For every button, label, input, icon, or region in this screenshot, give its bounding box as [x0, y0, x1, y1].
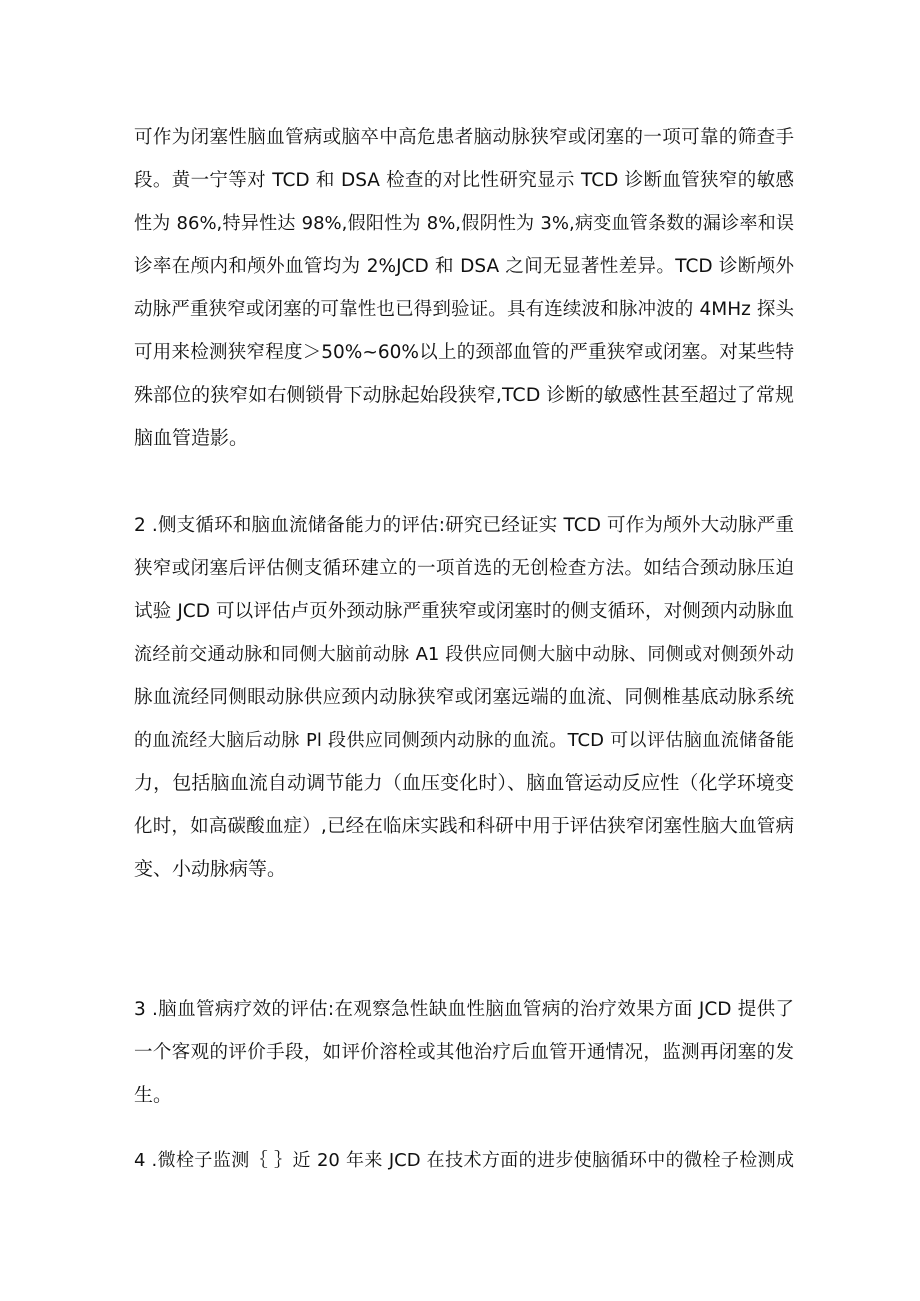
text-line: 4 .微栓子监测｛ ｝近 20 年来 JCD 在技术方面的进步使脑循环中的微栓子检测成: [134, 1150, 794, 1171]
text-line: 化时，如高碳酸血症）,已经在临床实践和科研中用于评估狭窄闭塞性脑大血管病: [134, 816, 794, 837]
text-line: 诊率在颅内和颅外血管均为 2%JCD 和 DSA 之间无显著性差异。TCD 诊断颅外: [134, 256, 794, 277]
text-line: 变、小动脉病等。: [134, 858, 287, 880]
text-line: 流经前交通动脉和同侧大脑前动脉 A1 段供应同侧大脑中动脉、同侧或对侧颈外动: [134, 644, 794, 665]
paragraph-2: [134, 504, 794, 891]
text-line: 狭窄或闭塞后评估侧支循环建立的一项首选的无创检查方法。如结合颈动脉压迫: [134, 558, 794, 579]
text-line: 可用来检测狭窄程度＞50%~60%以上的颈部血管的严重狭窄或闭塞。对某些特: [134, 342, 794, 363]
text-line: 一个客观的评价手段，如评价溶栓或其他治疗后血管开通情况，监测再闭塞的发: [134, 1042, 794, 1063]
text-line: 性为 86%,特异性达 98%,假阳性为 8%,假阴性为 3%,病变血管条数的漏诊率和误: [134, 213, 794, 234]
text-line: 脑血管造影。: [134, 427, 249, 449]
text-line: 试验 JCD 可以评估卢页外颈动脉严重狭窄或闭塞时的侧支循环，对侧颈内动脉血: [134, 601, 794, 622]
text-line: 脉血流经同侧眼动脉供应颈内动脉狭窄或闭塞远端的血流、同侧椎基底动脉系统: [134, 687, 794, 708]
paragraph-3: [134, 988, 794, 1117]
paragraph-4: [134, 1139, 794, 1182]
text-line: 殊部位的狭窄如右侧锁骨下动脉起始段狭窄,TCD 诊断的敏感性甚至超过了常规: [134, 384, 794, 406]
text-line: 的血流经大脑后动脉 Pl 段供应同侧颈内动脉的血流。TCD 可以评估脑血流储备能: [134, 730, 794, 751]
text-line: 段。黄一宁等对 TCD 和 DSA 检查的对比性研究显示 TCD 诊断血管狭窄的敏感: [134, 170, 794, 191]
text-line: 生。: [134, 1084, 173, 1106]
text-line: 可作为闭塞性脑血管病或脑卒中高危患者脑动脉狭窄或闭塞的一项可靠的筛查手: [134, 127, 794, 148]
text-line: 3 .脑血管病疗效的评估:在观察急性缺血性脑血管病的治疗效果方面 JCD 提供了: [134, 999, 794, 1020]
text-line: 力，包括脑血流自动调节能力（血压变化时）、脑血管运动反应性（化学环境变: [134, 772, 794, 794]
text-line: 2 .侧支循环和脑血流储备能力的评估:研究已经证实 TCD 可作为颅外大动脉严重: [134, 515, 794, 536]
text-line: 动脉严重狭窄或闭塞的可靠性也已得到验证。具有连续波和脉冲波的 4MHz 探头: [134, 299, 794, 320]
paragraph-1: [134, 116, 794, 460]
